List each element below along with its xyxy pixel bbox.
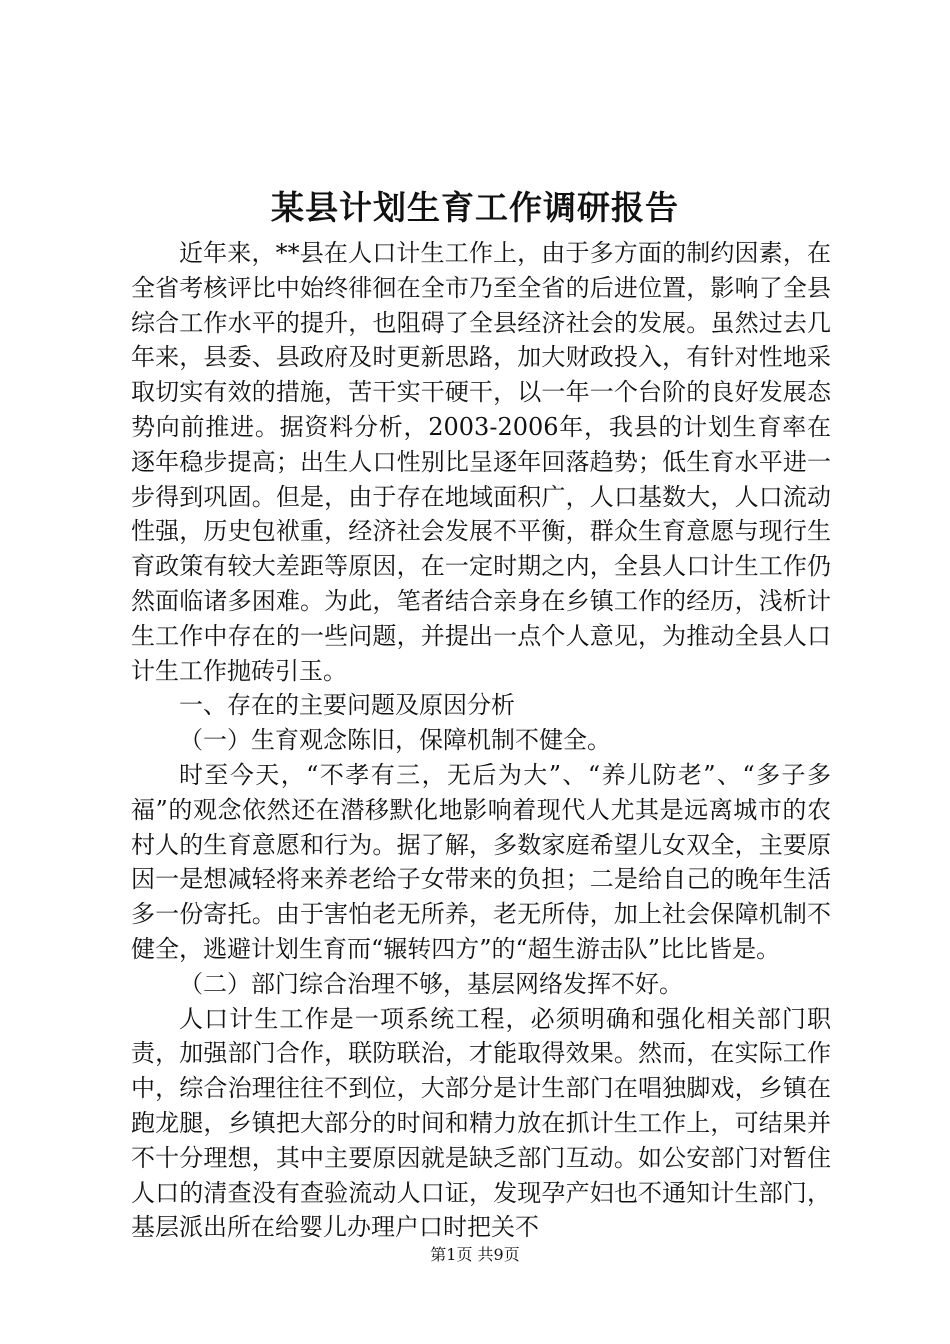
body-paragraph-2: 人口计生工作是一项系统工程，必须明确和强化相关部门职责，加强部门合作，联防联治，才能取得效果。然而，在实际工作中，综合治理往往不到位，大部分是计生部门在唱独脚戏，乡镇在跑龙腿，乡镇把大部分的时间和精力放在抓计生工作上，可结果并不十分理想，其中主要原因就是缺乏部门互动。如公安部门对暂住人口的清查没有查验流动人口证，发现孕产妇也不通知计生部门，基层派出所在给婴儿办理户口时把关不 xyxy=(131,1004,831,1242)
subsection-heading-2: （二）部门综合治理不够，基层网络发挥不好。 xyxy=(179,969,683,998)
document-body xyxy=(131,236,831,1245)
page-number-footer: 第1页 共9页 xyxy=(430,1245,520,1264)
section-heading-1: 一、存在的主要问题及原因分析 xyxy=(179,691,515,720)
subsection-heading-1: （一）生育观念陈旧，保障机制不健全。 xyxy=(179,726,611,755)
body-paragraph-1: 时至今天，“不孝有三，无后为大”、“养儿防老”、“多子多福”的观念依然还在潜移默化地影响着现代人尤其是远离城市的农村人的生育意愿和行为。据了解，多数家庭希望儿女双全，主要原因一是想减轻将来养老给子女带来的负担；二是给自己的晚年生活多一份寄托。由于害怕老无所养，老无所侍，加上社会保障机制不健全，逃避计划生育而“辗转四方”的“超生游击队”比比皆是。 xyxy=(131,760,831,963)
document-title: 某县计划生育工作调研报告 xyxy=(271,188,679,227)
intro-paragraph: 近年来，**县在人口计生工作上，由于多方面的制约因素，在全省考核评比中始终徘徊在全市乃至全省的后进位置，影响了全县综合工作水平的提升，也阻碍了全县经济社会的发展。虽然过去几年来，县委、县政府及时更新思路，加大财政投入，有针对性地采取切实有效的措施，苦干实干硬干，以一年一个台阶的良好发展态势向前推进。据资料分析，2003-2006年，我县的计划生育率在逐年稳步提高；出生人口性别比呈逐年回落趋势；低生育水平进一步得到巩固。但是，由于存在地域面积广，人口基数大，人口流动性强，历史包袱重，经济社会发展不平衡，群众生育意愿与现行生育政策有较大差距等原因，在一定时期之内，全县人口计生工作仍然面临诸多困难。为此，笔者结合亲身在乡镇工作的经历，浅析计生工作中存在的一些问题，并提出一点个人意见，为推动全县人口计生工作抛砖引玉。 xyxy=(131,239,831,685)
